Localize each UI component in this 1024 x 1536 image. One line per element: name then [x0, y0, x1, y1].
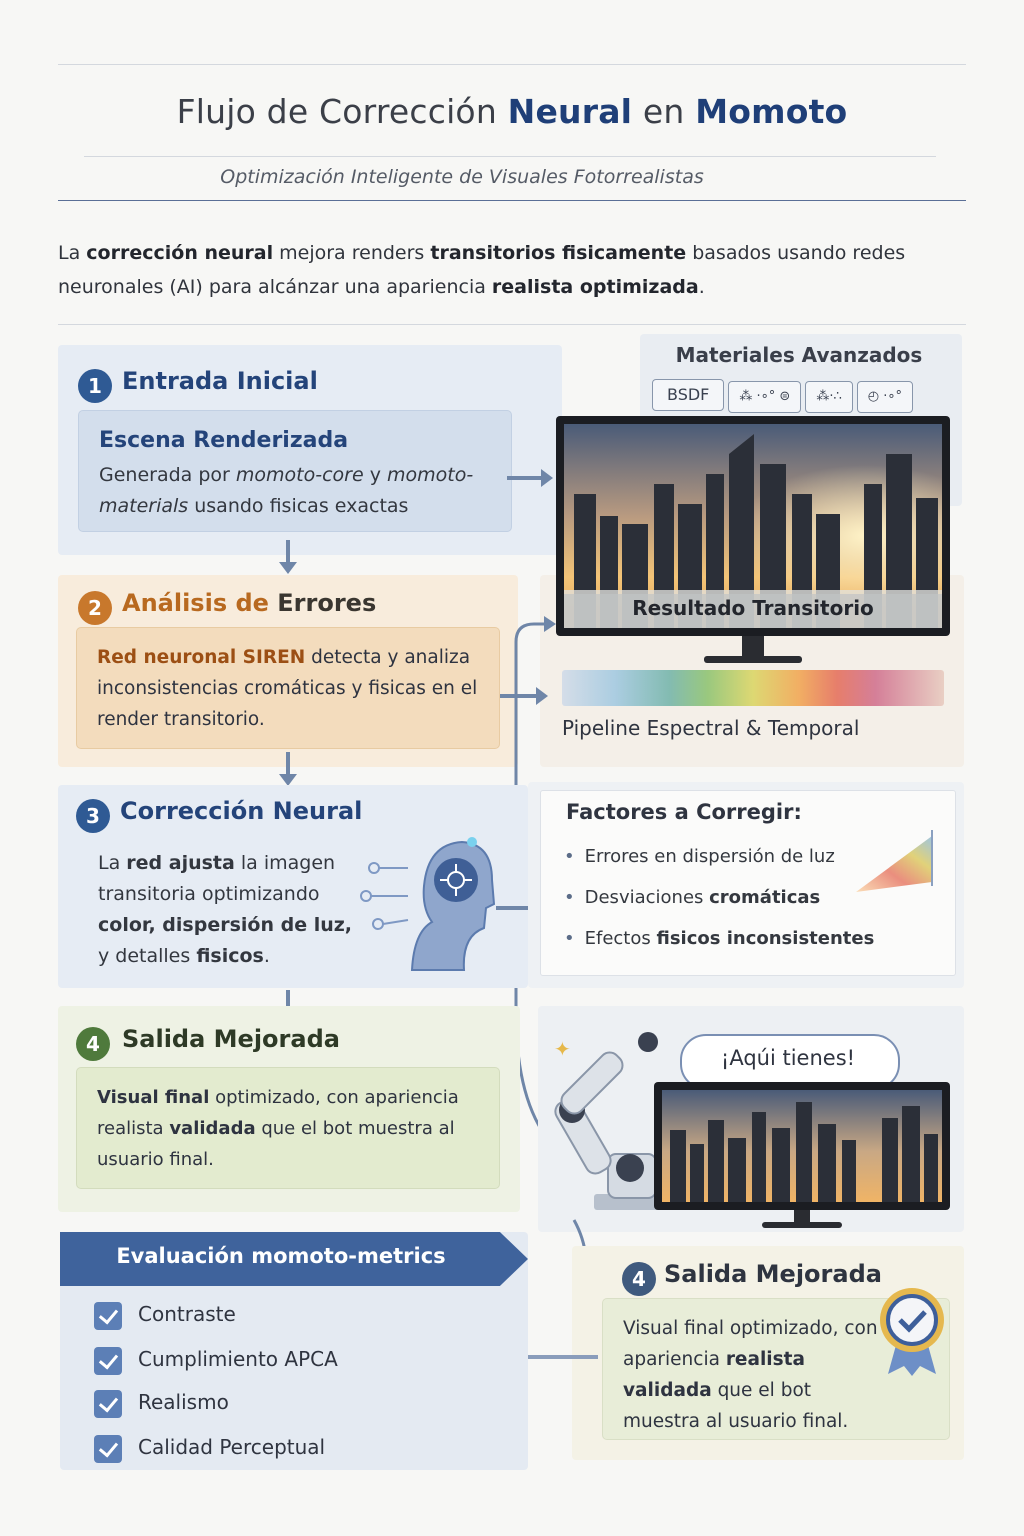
spectral-bar: [562, 670, 944, 706]
ai-head-icon: [352, 824, 502, 974]
intro-paragraph: La corrección neural mejora renders transitorios fisicamente basados usando redes neuronales (AI) para alcánzar una apariencia realista optimizada.: [58, 242, 906, 298]
step2-title: Análisis de Errores: [122, 589, 377, 617]
monitor-stand: [742, 636, 764, 656]
metric-item: Calidad Perceptual: [94, 1431, 325, 1463]
metric-item: Realismo: [94, 1386, 229, 1418]
step2-card: Red neuronal SIREN detecta y analiza inconsistencias cromáticas y fisicas en el render transitorio.: [76, 627, 500, 749]
step3-text: La red ajusta la imagen transitoria optimizando color, dispersión de luz, y detalles fisicos.: [98, 852, 353, 967]
subtitle-rule: [58, 200, 966, 201]
title-rule: [84, 156, 936, 157]
prism-icon: [846, 826, 942, 908]
final-monitor-base: [762, 1222, 842, 1228]
chip-particles-icon: ⁂ ·∘° ⊜: [728, 381, 801, 413]
chip-scatter-icon: ⁂·∴: [805, 381, 852, 413]
speech-text: ¡Aqúi tienes!: [720, 1046, 856, 1070]
step4-number: 4: [76, 1027, 110, 1061]
output-card: Visual final optimizado, con apariencia realista validada que el bot muestra al usuario final.: [602, 1298, 950, 1440]
final-skyline-icon: [662, 1090, 942, 1202]
award-badge-icon: [872, 1282, 952, 1378]
factors-title: Factores a Corregir:: [566, 800, 802, 824]
step3-number: 3: [76, 799, 110, 833]
chip-bsdf: BSDF: [652, 379, 724, 411]
output-title: Salida Mejorada: [664, 1260, 882, 1288]
arrow-to-monitor: [505, 466, 555, 490]
checkbox-checked-icon: [94, 1347, 122, 1375]
intro-rule: [58, 324, 966, 325]
final-monitor: [654, 1082, 950, 1210]
materials-chips: [652, 379, 917, 413]
metric-item: Cumplimiento APCA: [94, 1343, 338, 1375]
page-title: Flujo de Corrección Neural en Momoto: [176, 92, 848, 131]
transitorio-monitor: [556, 416, 950, 636]
factor-item: • Desviaciones cromáticas: [564, 877, 874, 918]
factor-item: • Errores en dispersión de luz: [564, 836, 874, 877]
factors-list: [564, 836, 874, 959]
checkbox-checked-icon: [94, 1302, 122, 1330]
step1-card-title: Escena Renderizada: [99, 428, 349, 453]
step4-title: Salida Mejorada: [122, 1025, 340, 1053]
materials-title: Materiales Avanzados: [675, 343, 923, 367]
step1-card-text: Generada por momoto-core y momoto-materials usando fisicas exactas: [99, 464, 474, 517]
arrow-1-2-head: [279, 562, 297, 574]
step1-number: 1: [78, 369, 112, 403]
pipeline-label: Pipeline Espectral & Temporal: [562, 716, 860, 740]
arrow-1-2-stem: [286, 540, 290, 564]
chip-dial-icon: ◴ ·∘°: [857, 381, 913, 413]
output-number: 4: [622, 1262, 656, 1296]
final-city-image: [662, 1090, 942, 1202]
checkbox-checked-icon: [94, 1435, 122, 1463]
top-rule: [58, 64, 966, 65]
step1-card: [78, 410, 512, 532]
step3-title: Corrección Neural: [120, 797, 363, 825]
monitor-base: [704, 656, 802, 663]
arrow-2-3-stem: [286, 752, 290, 776]
step1-title: Entrada Inicial: [122, 367, 318, 395]
svg-text:✦: ✦: [554, 1037, 571, 1061]
step2-number: 2: [78, 591, 112, 625]
metric-item: Contraste: [94, 1298, 236, 1330]
factor-item: • Efectos fisicos inconsistentes: [564, 918, 874, 959]
checkbox-checked-icon: [94, 1390, 122, 1418]
monitor-label: Resultado Transitorio: [632, 596, 874, 620]
metrics-title: Evaluación momoto-metrics: [116, 1244, 446, 1268]
step4-card: Visual final optimizado, con apariencia realista validada que el bot muestra al usuario final.: [76, 1067, 500, 1189]
final-monitor-stand: [794, 1210, 810, 1222]
page-subtitle: Optimización Inteligente de Visuales Fotorrealistas: [220, 166, 704, 188]
